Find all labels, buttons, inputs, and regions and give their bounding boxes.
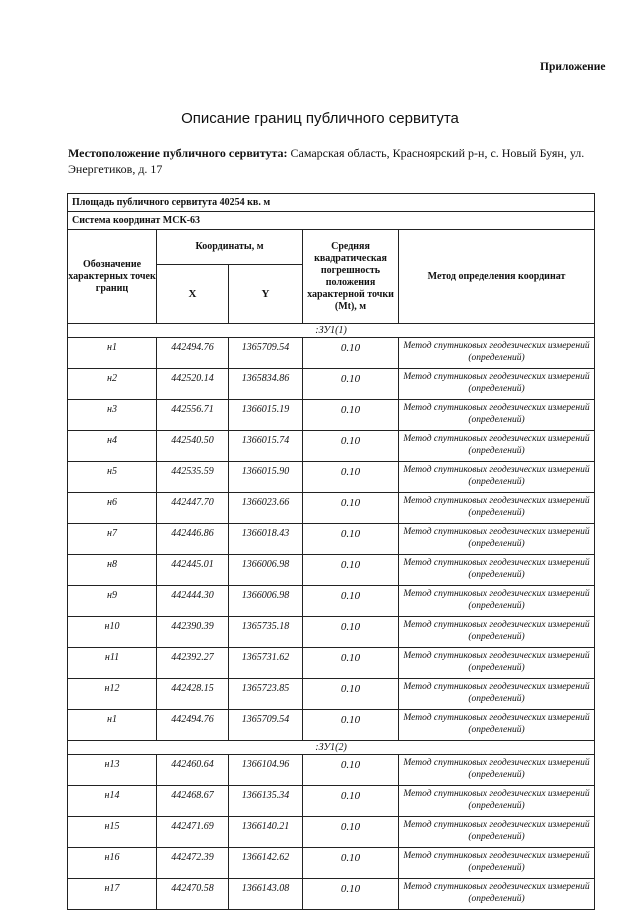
error-cell: 0.10 bbox=[303, 679, 399, 710]
table-row bbox=[68, 524, 595, 555]
appendix-label: Приложение bbox=[540, 61, 606, 73]
area-cell: Площадь публичного сервитута 40254 кв. м bbox=[68, 194, 595, 212]
point-name-cell: н3 bbox=[68, 400, 157, 431]
point-name-cell: н5 bbox=[68, 462, 157, 493]
point-name-cell: н15 bbox=[68, 817, 157, 848]
x-cell: 442520.14 bbox=[157, 369, 229, 400]
header-y: Y bbox=[229, 265, 303, 324]
location-paragraph bbox=[68, 146, 613, 177]
method-cell: Метод спутниковых геодезических измерений (определений) bbox=[399, 786, 595, 817]
error-cell: 0.10 bbox=[303, 848, 399, 879]
y-cell: 1366135.34 bbox=[229, 786, 303, 817]
x-cell: 442494.76 bbox=[157, 710, 229, 741]
table-row bbox=[68, 462, 595, 493]
error-cell: 0.10 bbox=[303, 786, 399, 817]
error-cell: 0.10 bbox=[303, 586, 399, 617]
table-row bbox=[68, 586, 595, 617]
y-cell: 1366140.21 bbox=[229, 817, 303, 848]
table-row bbox=[68, 786, 595, 817]
method-cell: Метод спутниковых геодезических измерений (определений) bbox=[399, 462, 595, 493]
method-cell: Метод спутниковых геодезических измерений (определений) bbox=[399, 710, 595, 741]
method-cell: Метод спутниковых геодезических измерений (определений) bbox=[399, 755, 595, 786]
header-x: X bbox=[157, 265, 229, 324]
y-cell: 1365709.54 bbox=[229, 710, 303, 741]
table-row bbox=[68, 400, 595, 431]
error-cell: 0.10 bbox=[303, 555, 399, 586]
table-row bbox=[68, 848, 595, 879]
point-name-cell: н13 bbox=[68, 755, 157, 786]
point-name-cell: н17 bbox=[68, 879, 157, 910]
point-name-cell: н9 bbox=[68, 586, 157, 617]
x-cell: 442556.71 bbox=[157, 400, 229, 431]
method-cell: Метод спутниковых геодезических измерений (определений) bbox=[399, 400, 595, 431]
y-cell: 1366015.74 bbox=[229, 431, 303, 462]
y-cell: 1366006.98 bbox=[229, 586, 303, 617]
method-cell: Метод спутниковых геодезических измерений (определений) bbox=[399, 817, 595, 848]
x-cell: 442472.39 bbox=[157, 848, 229, 879]
x-cell: 442535.59 bbox=[157, 462, 229, 493]
table-row bbox=[68, 555, 595, 586]
x-cell: 442446.86 bbox=[157, 524, 229, 555]
header-method: Метод определения координат bbox=[399, 230, 595, 324]
location-label: Местоположение публичного сервитута: bbox=[68, 146, 288, 160]
error-cell: 0.10 bbox=[303, 338, 399, 369]
header-coords: Координаты, м bbox=[157, 230, 303, 265]
table-row bbox=[68, 648, 595, 679]
x-cell: 442428.15 bbox=[157, 679, 229, 710]
y-cell: 1366023.66 bbox=[229, 493, 303, 524]
error-cell: 0.10 bbox=[303, 462, 399, 493]
method-cell: Метод спутниковых геодезических измерений (определений) bbox=[399, 555, 595, 586]
method-cell: Метод спутниковых геодезических измерений (определений) bbox=[399, 524, 595, 555]
x-cell: 442468.67 bbox=[157, 786, 229, 817]
point-name-cell: н11 bbox=[68, 648, 157, 679]
table-row bbox=[68, 338, 595, 369]
error-cell: 0.10 bbox=[303, 493, 399, 524]
point-name-cell: н7 bbox=[68, 524, 157, 555]
error-cell: 0.10 bbox=[303, 617, 399, 648]
y-cell: 1365735.18 bbox=[229, 617, 303, 648]
error-cell: 0.10 bbox=[303, 755, 399, 786]
y-cell: 1366015.19 bbox=[229, 400, 303, 431]
x-cell: 442447.70 bbox=[157, 493, 229, 524]
point-name-cell: н14 bbox=[68, 786, 157, 817]
y-cell: 1366142.62 bbox=[229, 848, 303, 879]
method-cell: Метод спутниковых геодезических измерений (определений) bbox=[399, 679, 595, 710]
method-cell: Метод спутниковых геодезических измерений (определений) bbox=[399, 431, 595, 462]
y-cell: 1366006.98 bbox=[229, 555, 303, 586]
group-label: :ЗУ1(1) bbox=[68, 324, 595, 338]
y-cell: 1366018.43 bbox=[229, 524, 303, 555]
x-cell: 442540.50 bbox=[157, 431, 229, 462]
table-row bbox=[68, 617, 595, 648]
error-cell: 0.10 bbox=[303, 648, 399, 679]
point-name-cell: н16 bbox=[68, 848, 157, 879]
method-cell: Метод спутниковых геодезических измерений (определений) bbox=[399, 338, 595, 369]
error-cell: 0.10 bbox=[303, 524, 399, 555]
table-row bbox=[68, 431, 595, 462]
x-cell: 442444.30 bbox=[157, 586, 229, 617]
method-cell: Метод спутниковых геодезических измерений (определений) bbox=[399, 369, 595, 400]
y-cell: 1366104.96 bbox=[229, 755, 303, 786]
group-label: :ЗУ1(2) bbox=[68, 741, 595, 755]
error-cell: 0.10 bbox=[303, 710, 399, 741]
y-cell: 1366015.90 bbox=[229, 462, 303, 493]
table-row bbox=[68, 710, 595, 741]
error-cell: 0.10 bbox=[303, 879, 399, 910]
x-cell: 442460.64 bbox=[157, 755, 229, 786]
header-point: Обозначение характерных точек границ bbox=[68, 230, 157, 324]
point-name-cell: н4 bbox=[68, 431, 157, 462]
y-cell: 1365709.54 bbox=[229, 338, 303, 369]
error-cell: 0.10 bbox=[303, 369, 399, 400]
boundary-table bbox=[67, 193, 595, 910]
point-name-cell: н1 bbox=[68, 338, 157, 369]
x-cell: 442471.69 bbox=[157, 817, 229, 848]
method-cell: Метод спутниковых геодезических измерений (определений) bbox=[399, 586, 595, 617]
method-cell: Метод спутниковых геодезических измерений (определений) bbox=[399, 848, 595, 879]
error-cell: 0.10 bbox=[303, 400, 399, 431]
point-name-cell: н6 bbox=[68, 493, 157, 524]
error-cell: 0.10 bbox=[303, 817, 399, 848]
point-name-cell: н12 bbox=[68, 679, 157, 710]
header-error: Средняя квадратическая погрешность положения характерной точки (Mt), м bbox=[303, 230, 399, 324]
y-cell: 1365834.86 bbox=[229, 369, 303, 400]
table-row bbox=[68, 369, 595, 400]
table-row bbox=[68, 755, 595, 786]
x-cell: 442392.27 bbox=[157, 648, 229, 679]
point-name-cell: н2 bbox=[68, 369, 157, 400]
error-cell: 0.10 bbox=[303, 431, 399, 462]
location-value: Самарская область, Красноярский р-н, с. Новый Буян, ул. Энергетиков, д. 17 bbox=[68, 146, 585, 176]
y-cell: 1365723.85 bbox=[229, 679, 303, 710]
table-row bbox=[68, 817, 595, 848]
point-name-cell: н10 bbox=[68, 617, 157, 648]
method-cell: Метод спутниковых геодезических измерений (определений) bbox=[399, 648, 595, 679]
x-cell: 442494.76 bbox=[157, 338, 229, 369]
method-cell: Метод спутниковых геодезических измерений (определений) bbox=[399, 493, 595, 524]
method-cell: Метод спутниковых геодезических измерений (определений) bbox=[399, 879, 595, 910]
system-cell: Система координат МСК-63 bbox=[68, 212, 595, 230]
x-cell: 442445.01 bbox=[157, 555, 229, 586]
x-cell: 442390.39 bbox=[157, 617, 229, 648]
table-row bbox=[68, 493, 595, 524]
page-title: Описание границ публичного сервитута bbox=[181, 110, 459, 127]
method-cell: Метод спутниковых геодезических измерений (определений) bbox=[399, 617, 595, 648]
point-name-cell: н1 bbox=[68, 710, 157, 741]
x-cell: 442470.58 bbox=[157, 879, 229, 910]
table-row bbox=[68, 679, 595, 710]
y-cell: 1365731.62 bbox=[229, 648, 303, 679]
y-cell: 1366143.08 bbox=[229, 879, 303, 910]
point-name-cell: н8 bbox=[68, 555, 157, 586]
